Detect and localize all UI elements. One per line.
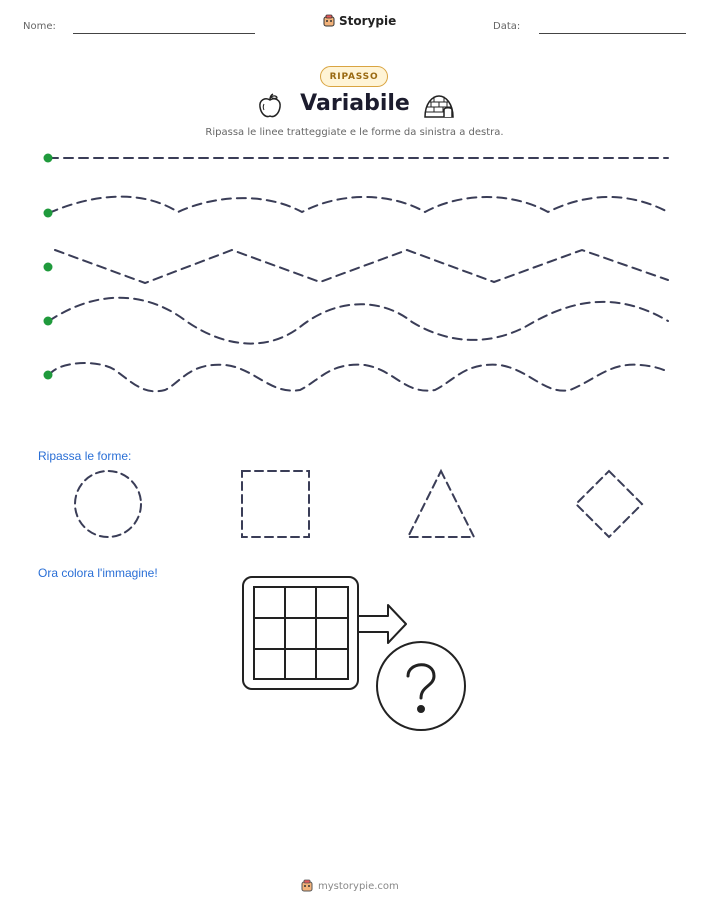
grid-frame (243, 577, 358, 689)
start-dot-4 (44, 317, 53, 326)
footer-url[interactable]: mystorypie.com (318, 880, 399, 892)
tracing-circle[interactable] (75, 471, 141, 537)
tracing-diamond[interactable] (576, 471, 642, 537)
coloring-illustration[interactable] (238, 572, 470, 734)
tracing-line-gentle-wave[interactable] (49, 197, 668, 213)
apple-icon (256, 92, 284, 120)
brand-name: Storypie (339, 14, 397, 28)
storypie-mascot-icon (322, 14, 336, 28)
color-section-label: Ora colora l'immagine! (38, 566, 158, 580)
instructions: Ripassa le linee tratteggiate e le forme da sinistra a destra. (205, 127, 504, 138)
shapes-section-label: Ripassa le forme: (38, 449, 132, 463)
start-dot-3 (44, 263, 53, 272)
tracing-line-wave[interactable] (49, 298, 668, 344)
question-mark-icon (377, 642, 465, 730)
date-line[interactable] (539, 33, 686, 34)
grid-icon (254, 587, 348, 679)
name-label: Nome: (23, 21, 56, 32)
storypie-mascot-icon (300, 879, 314, 893)
tracing-square[interactable] (242, 471, 309, 537)
shapes-row (0, 465, 709, 545)
tracing-lines-area (0, 140, 709, 400)
start-dot-1 (44, 154, 53, 163)
brand-logo (322, 14, 396, 28)
arrow-right-icon (358, 605, 406, 643)
igloo-icon (422, 92, 456, 120)
name-line[interactable] (73, 33, 255, 34)
start-dot-5 (44, 371, 53, 380)
start-dot-2 (44, 209, 53, 218)
page-title: Variabile (300, 91, 410, 116)
footer (300, 879, 410, 893)
review-badge: RIPASSO (320, 66, 388, 87)
tracing-line-bumpy-wave[interactable] (49, 363, 668, 391)
tracing-line-zigzag[interactable] (55, 250, 668, 283)
date-label: Data: (493, 21, 521, 32)
tracing-triangle[interactable] (408, 471, 474, 537)
